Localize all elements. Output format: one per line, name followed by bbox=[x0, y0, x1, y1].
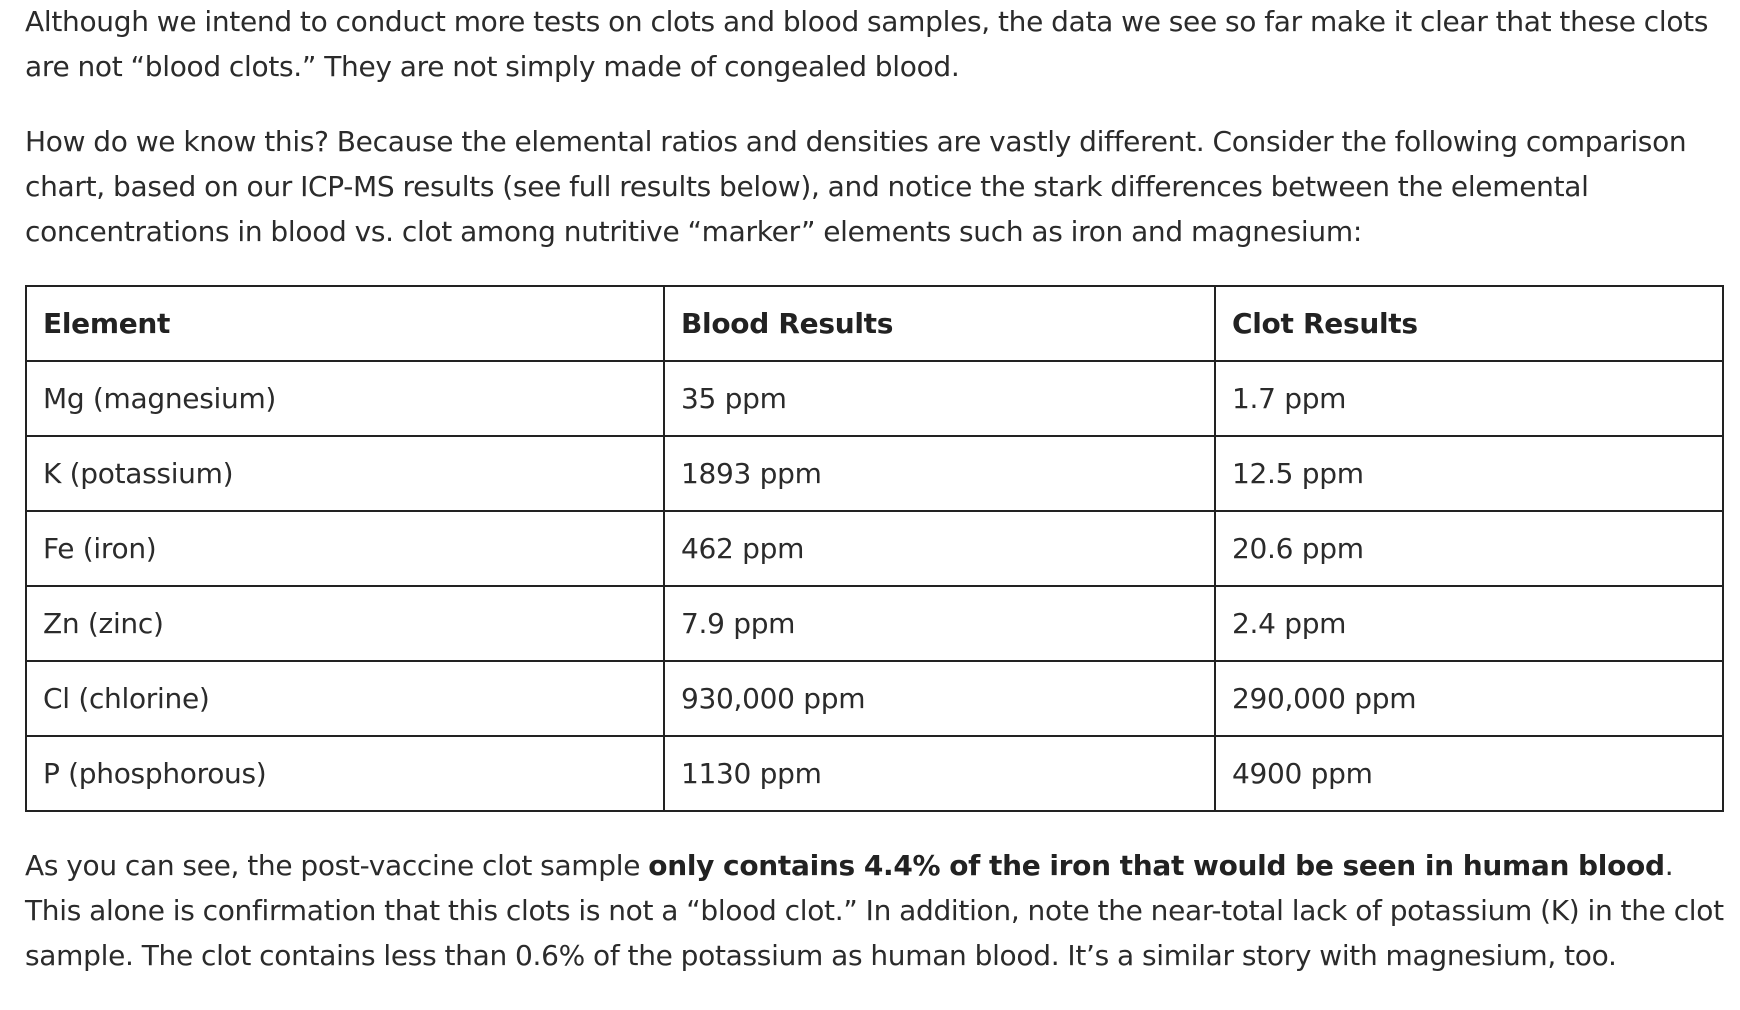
cell-blood-result: 1893 ppm bbox=[664, 436, 1215, 511]
cell-clot-result: 290,000 ppm bbox=[1215, 661, 1723, 736]
intro-paragraph: Although we intend to conduct more tests on clots and blood samples, the data we see so far make it clear that these clots are not “blood clots.” They are not simply made of congealed blood. bbox=[25, 5, 1709, 83]
cell-element: Mg (magnesium) bbox=[26, 361, 664, 436]
cell-element: P (phosphorous) bbox=[26, 736, 664, 811]
header-blood-results: Blood Results bbox=[664, 286, 1215, 361]
cell-element: Zn (zinc) bbox=[26, 586, 664, 661]
header-element: Element bbox=[26, 286, 664, 361]
cell-blood-result: 930,000 ppm bbox=[664, 661, 1215, 736]
header-clot-results: Clot Results bbox=[1215, 286, 1723, 361]
cell-blood-result: 1130 ppm bbox=[664, 736, 1215, 811]
table-row bbox=[26, 436, 1723, 511]
cell-clot-result: 2.4 ppm bbox=[1215, 586, 1723, 661]
cell-clot-result: 1.7 ppm bbox=[1215, 361, 1723, 436]
table-row bbox=[26, 361, 1723, 436]
comparison-paragraph: How do we know this? Because the elemental ratios and densities are vastly different. Consider the following comparison chart, based on our ICP-MS results (see full results below), and notice the stark differences between the elemental concentrations in blood vs. clot among nutritive “marker” elements such as iron and magnesium: bbox=[25, 125, 1687, 248]
table-row bbox=[26, 736, 1723, 811]
cell-clot-result: 4900 ppm bbox=[1215, 736, 1723, 811]
cell-blood-result: 462 ppm bbox=[664, 511, 1215, 586]
conclusion-paragraph bbox=[25, 843, 1725, 978]
table-row bbox=[26, 661, 1723, 736]
conclusion-rest: . This alone is confirmation that this clots is not a “blood clot.” In addition, note the near-total lack of potassium (K) in the clot sample. The clot contains less than 0.6% of the potassium as human blood. It’s a similar story with magnesium, too. bbox=[25, 849, 1724, 972]
cell-element: Cl (chlorine) bbox=[26, 661, 664, 736]
article-content bbox=[25, 0, 1725, 978]
cell-clot-result: 20.6 ppm bbox=[1215, 511, 1723, 586]
conclusion-emphasis: only contains 4.4% of the iron that would be seen in human blood bbox=[648, 849, 1665, 882]
conclusion-lead: As you can see, the post-vaccine clot sample bbox=[25, 849, 649, 882]
cell-element: K (potassium) bbox=[26, 436, 664, 511]
elemental-comparison-table bbox=[25, 285, 1724, 812]
table-header-row bbox=[26, 286, 1723, 361]
cell-blood-result: 7.9 ppm bbox=[664, 586, 1215, 661]
cell-clot-result: 12.5 ppm bbox=[1215, 436, 1723, 511]
table-row bbox=[26, 511, 1723, 586]
cell-blood-result: 35 ppm bbox=[664, 361, 1215, 436]
table-row bbox=[26, 586, 1723, 661]
cell-element: Fe (iron) bbox=[26, 511, 664, 586]
